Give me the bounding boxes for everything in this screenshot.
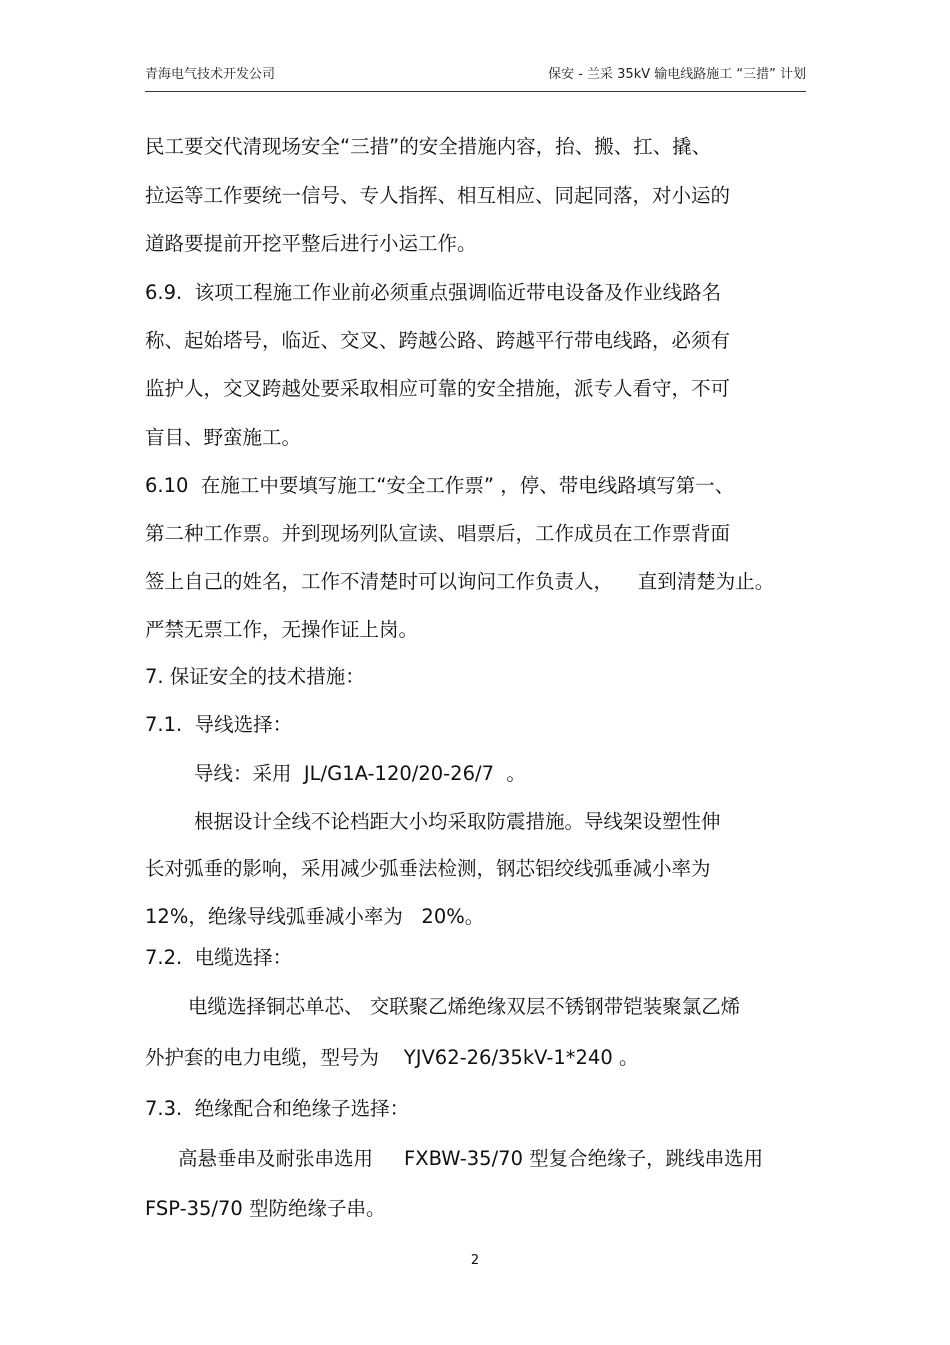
section-7-2-heading: 7.2. 电缆选择： <box>145 946 293 969</box>
section-6-10-line: 6.10 在施工中要填写施工“安全工作票” ，停、带电线路填写第一、 <box>145 474 735 497</box>
header-rule <box>145 91 806 92</box>
section-7-heading: 7. 保证安全的技术措施： <box>145 665 365 688</box>
text-line: 称、起始塔号，临近、交叉、跨越公路、跨越平行带电线路，必须有 <box>145 329 731 352</box>
text-line: 电缆选择铜芯单芯、 交联聚乙烯绝缘双层不锈钢带铠装聚氯乙烯 <box>188 995 741 1018</box>
text-line: 严禁无票工作，无操作证上岗。 <box>145 618 419 641</box>
text-line: 民工要交代清现场安全“三措”的安全措施内容，抬、搬、扛、撬、 <box>145 135 712 158</box>
text-line: FSP-35/70 型防绝缘子串。 <box>145 1197 386 1220</box>
text-line: 12%，绝缘导线弧垂减小率为 20%。 <box>145 905 485 928</box>
header-company: 青海电气技术开发公司 <box>145 67 276 82</box>
text-line: 道路要提前开挖平整后进行小运工作。 <box>145 232 477 255</box>
text-line: 拉运等工作要统一信号、专人指挥、相互相应、同起同落，对小运的 <box>145 184 731 207</box>
text-line: 长对弧垂的影响，采用减少弧垂法检测，钢芯铝绞线弧垂减小率为 <box>145 857 711 880</box>
header-title: 保安 - 兰采 35kV 输电线路施工 “三措” 计划 <box>548 67 806 82</box>
section-7-1-heading: 7.1. 导线选择： <box>145 713 293 736</box>
text-line: 监护人，交叉跨越处要采取相应可靠的安全措施，派专人看守，不可 <box>145 377 731 400</box>
text-line: 外护套的电力电缆，型号为 YJV62-26/35kV-1*240 。 <box>145 1046 639 1069</box>
section-6-9-line: 6.9. 该项工程施工作业前必须重点强调临近带电设备及作业线路名 <box>145 281 722 304</box>
page-number: 2 <box>470 1253 480 1268</box>
text-line: 第二种工作票。并到现场列队宣读、唱票后，工作成员在工作票背面 <box>145 522 731 545</box>
text-line: 签上自己的姓名，工作不清楚时可以询问工作负责人， 直到清楚为止。 <box>145 570 775 593</box>
text-line: 导线：采用 JL/G1A-120/20-26/7 。 <box>194 762 526 785</box>
section-7-3-heading: 7.3. 绝缘配合和绝缘子选择： <box>145 1097 410 1120</box>
text-line: 盲目、野蛮施工。 <box>145 426 302 449</box>
text-line: 根据设计全线不论档距大小均采取防震措施。导线架设塑性伸 <box>194 810 721 833</box>
text-line: 高悬垂串及耐张串选用 FXBW-35/70 型复合绝缘子，跳线串选用 <box>178 1147 764 1170</box>
